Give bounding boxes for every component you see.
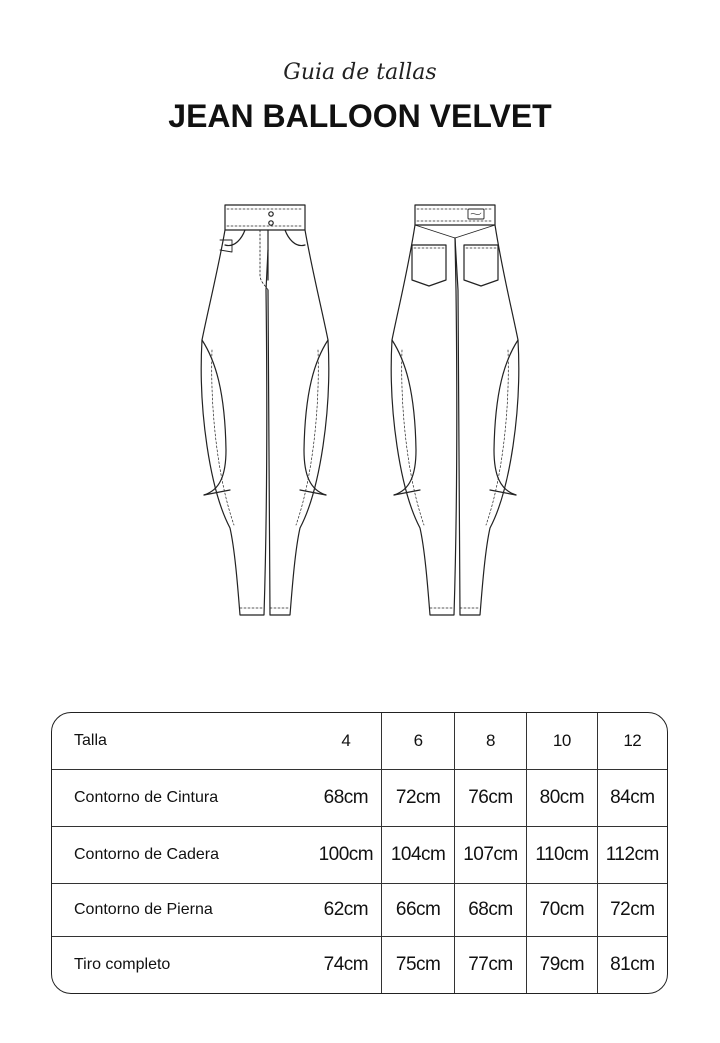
size-column-header: 8 [454, 713, 526, 769]
jeans-front-icon [201, 205, 329, 615]
size-chart-table [51, 712, 668, 994]
measurement-label: Contorno de Pierna [52, 883, 310, 936]
table-row [52, 883, 667, 936]
measurement-value: 79cm [527, 936, 598, 994]
jeans-back-icon [391, 205, 519, 615]
size-column-header: 12 [597, 713, 667, 769]
measurement-value: 110cm [527, 826, 598, 883]
table-row [52, 936, 667, 994]
jeans-illustration [190, 190, 530, 630]
measurement-label: Tiro completo [74, 956, 171, 974]
table-header-row [52, 713, 667, 769]
measurement-value: 81cm [610, 954, 655, 976]
measurement-value: 68cm [454, 883, 526, 936]
product-title: JEAN BALLOON VELVET [168, 98, 552, 134]
measurement-value: 84cm [597, 769, 667, 826]
table-row [52, 769, 667, 826]
measurement-value: 100cm [310, 826, 382, 883]
measurement-value: 70cm [527, 883, 598, 936]
measurement-value: 104cm [382, 826, 454, 883]
measurement-value: 68cm [310, 769, 382, 826]
measurement-value: 72cm [382, 769, 454, 826]
measurement-value: 80cm [527, 769, 598, 826]
measurement-value: 74cm [310, 936, 382, 994]
measurement-value: 77cm [454, 936, 526, 994]
measurement-value: 107cm [454, 826, 526, 883]
measurement-value: 75cm [382, 936, 454, 994]
measurement-value: 66cm [382, 883, 454, 936]
table-row [52, 826, 667, 883]
measurement-label: Contorno de Cintura [52, 769, 310, 826]
size-column-header: 6 [382, 713, 454, 769]
measurement-label: Contorno de Cadera [52, 826, 310, 883]
size-guide-subtitle: Guia de tallas [283, 60, 437, 85]
measurement-value: 72cm [597, 883, 667, 936]
measurement-value: 112cm [597, 826, 667, 883]
table-header-label: Talla [52, 713, 310, 769]
size-column-header: 10 [527, 713, 598, 769]
measurement-value: 62cm [310, 883, 382, 936]
measurement-value: 76cm [454, 769, 526, 826]
size-column-header: 4 [310, 713, 382, 769]
